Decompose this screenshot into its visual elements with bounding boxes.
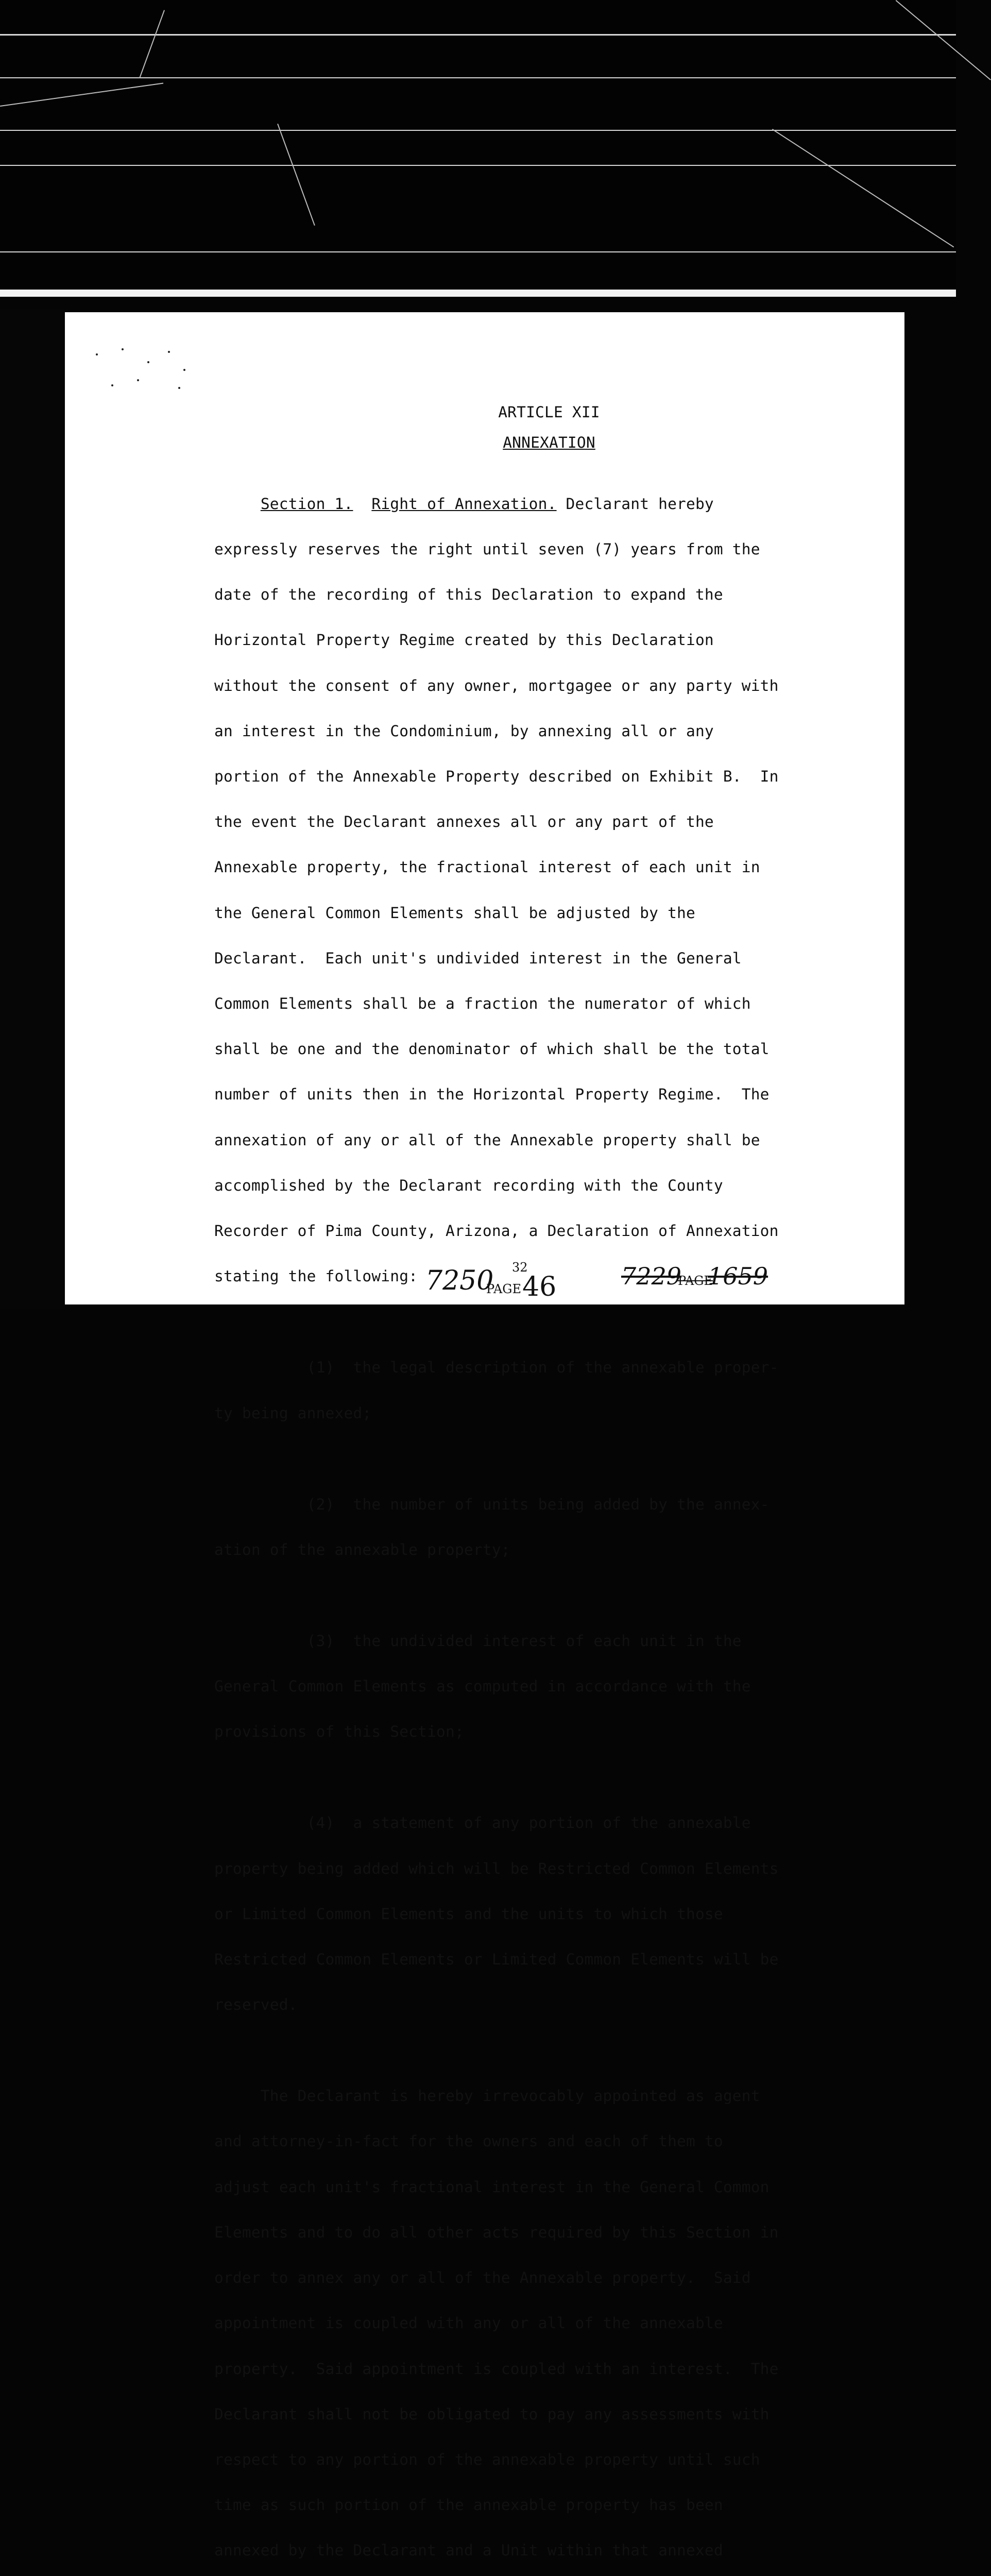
left-scan-margin [0,309,65,1309]
document-page [65,312,904,2560]
text-line: appointment is coupled with any or all of the annexable [214,2314,723,2332]
page-number: 46 [522,1272,557,1302]
speck [147,361,149,363]
speck [137,379,139,381]
text-line: date of the recording of this Declaration to expand the [214,586,723,604]
text-line: stating the following: [214,1267,418,1285]
text-line: Declarant. Each unit's undivided interest in the General [214,949,742,967]
speck [122,348,124,350]
text-line: expressly reserves the right until seven (7) years from the [214,540,760,558]
text-line: number of units then in the Horizontal Property Regime. The [214,1086,770,1104]
text-line: provisions of this Section; [214,1723,464,1741]
text-line: adjust each unit's fractional interest in the General Common [214,2178,770,2196]
scan-line [0,251,956,252]
list-item-3 [214,1603,884,1770]
scratch-mark [0,82,163,107]
old-page-label: PAGE [678,1274,713,1288]
text-line: time as such portion of the annexable property has been [214,2496,723,2514]
text-line: Declarant hereby [556,495,714,513]
text-line: reserved. [214,1996,298,2014]
speck [183,369,185,371]
text-line: and attorney-in-fact for the owners and each of them to [214,2132,723,2150]
old-page-number: 1659 [708,1262,768,1290]
text-line: (1) the legal description of the annexable proper- [214,1359,779,1377]
text-line: an interest in the Condominium, by annexing all or any [214,722,714,740]
text-line: General Common Elements as computed in accordance with the [214,1677,751,1696]
text-line: Horizontal Property Regime created by this Declaration [214,631,714,649]
scan-line [0,77,956,78]
text-line: (3) the undivided interest of each unit in the [214,1632,742,1650]
section-1-number: Section 1. [260,495,353,513]
text-line: the event the Declarant annexes all or any part of the [214,813,714,831]
text-line: Elements and to do all other acts required by this Section in [214,2223,779,2241]
article-number: ARTICLE XII [498,403,600,421]
scratch-mark [277,124,315,226]
list-item-1 [214,1330,884,1451]
text-line: Annexable property, the fractional interest of each unit in [214,858,760,876]
speck [168,351,170,353]
section-1-heading: Right of Annexation. [371,495,557,513]
text-line: or Limited Common Elements and the units to which those [214,1905,723,1923]
scan-line [0,130,956,131]
scratch-mark [139,10,165,78]
list-item-2 [214,1467,884,1588]
text-line: shall be one and the denominator of which shall be the total [214,1040,770,1058]
text-line: (4) a statement of any portion of the annexable [214,1814,751,1832]
speck [111,384,113,386]
recording-stamp [425,1260,838,1301]
text-line: annexation of any or all of the Annexable property shall be [214,1131,760,1149]
book-number: 7250 [425,1265,494,1296]
page-label: PAGE [486,1282,521,1296]
document-body [214,405,884,2576]
scan-top-margin [0,0,956,299]
text-line: Recorder of Pima County, Arizona, a Declaration of Annexation [214,1222,779,1240]
text-line: The Declarant is hereby irrevocably appointed as agent [214,2087,760,2105]
scan-specks [91,333,245,395]
text-line: ty being annexed; [214,1404,372,1422]
old-book-number: 7229 [621,1262,682,1290]
text-line: property. Said appointment is coupled with an interest. The [214,2360,779,2378]
text-line: Common Elements shall be a fraction the numerator of which [214,995,751,1013]
scratch-mark [896,0,991,80]
text-line: portion of the Annexable Property described on Exhibit B. In [214,767,779,785]
text-line: accomplished by the Declarant recording with the County [214,1176,723,1194]
appointment-paragraph [214,2058,884,2576]
text-line: Restricted Common Elements or Limited Common Elements will be [214,1951,779,1968]
list-item-4 [214,1786,884,2043]
text-line: the General Common Elements shall be adjusted by the [214,904,695,922]
text-line: ation of the annexable property; [214,1540,510,1558]
scan-line [0,165,956,166]
text-line: annexed by the Declarant and a Unit within that annexed [214,2541,723,2560]
paper-edge [0,290,956,297]
section-1-paragraph [214,466,884,1315]
text-line: order to annex any or all of the Annexable property. Said [214,2269,751,2287]
scratch-mark [772,129,954,247]
text-line: property being added which will be Restricted Common Elements [214,1859,779,1877]
article-title: ANNEXATION [503,434,595,452]
page-superscript: 32 [512,1260,528,1275]
text-line: respect to any portion of the annexable property until such [214,2451,760,2468]
speck [178,387,180,389]
text-line: (2) the number of units being added by the annex- [214,1495,770,1513]
speck [96,353,98,355]
text-line: Declarant shall not be obligated to pay any assessments with [214,2405,770,2423]
text-line: without the consent of any owner, mortgagee or any party with [214,676,779,694]
scan-line [0,34,956,36]
